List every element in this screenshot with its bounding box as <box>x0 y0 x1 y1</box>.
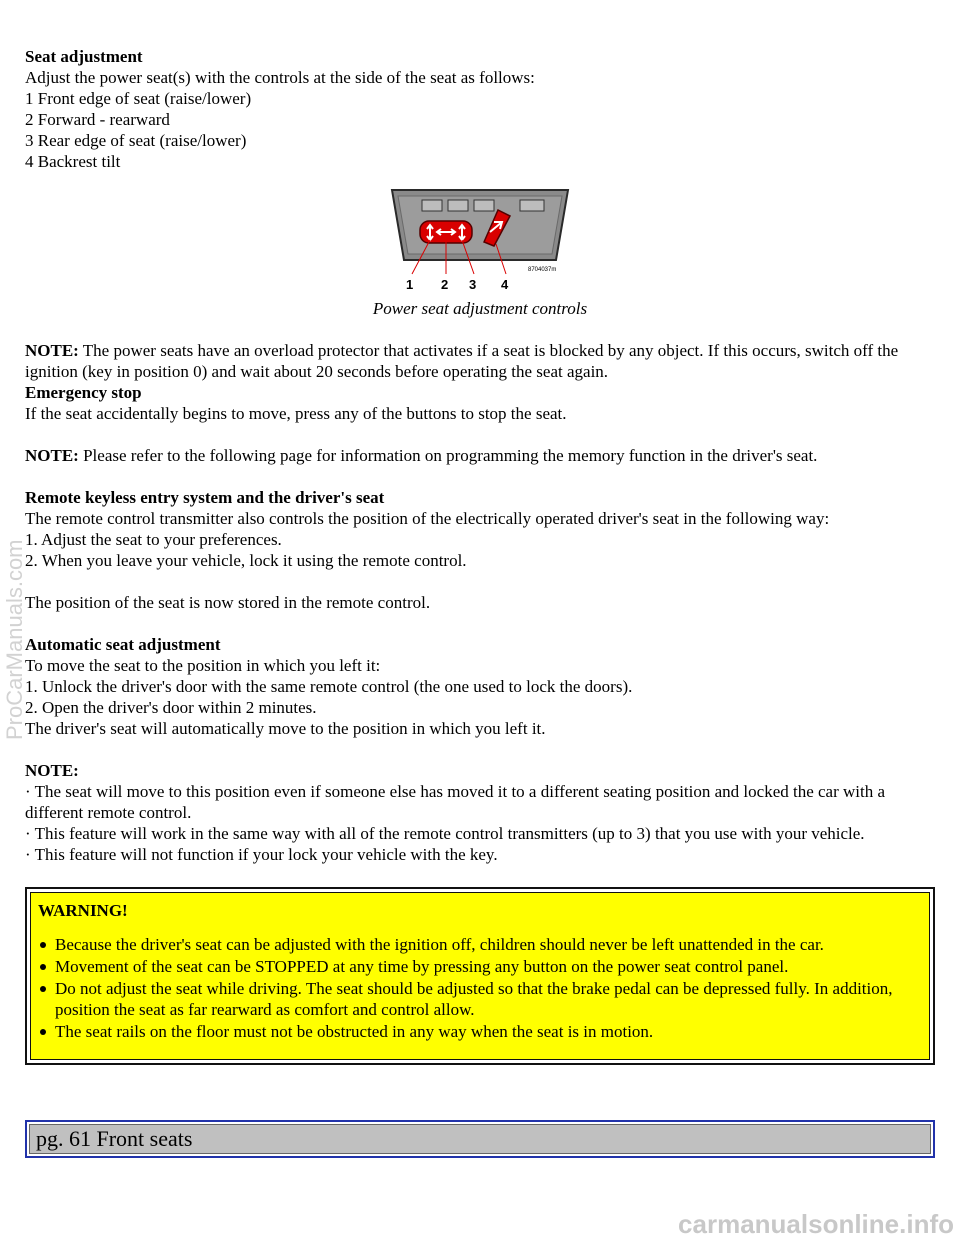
warning-item: Because the driver's seat can be adjusted with the ignition off, children should never be left unattended in the car. <box>38 934 923 955</box>
remote-step-2: 2. When you leave your vehicle, lock it using the remote control. <box>25 551 467 570</box>
note3-bullet-1: · The seat will move to this position even if someone else has moved it to a different seating position and locked the car with a different remote control. <box>25 782 886 822</box>
footer-label: pg. 61 Front seats <box>29 1124 931 1154</box>
bullet-icon <box>40 964 46 970</box>
emergency-stop-text: If the seat accidentally begins to move, press any of the buttons to stop the seat. <box>25 404 567 423</box>
remote-heading: Remote keyless entry system and the driver's seat <box>25 488 385 507</box>
note-memory-text: Please refer to the following page for information on programming the memory function in the driver's seat. <box>83 446 818 465</box>
note3-bullet-2: · This feature will work in the same way with all of the remote control transmitters (up to 3) that you use with your vehicle. <box>25 824 865 843</box>
seat-adjustment-item-3: 3 Rear edge of seat (raise/lower) <box>25 131 247 150</box>
automatic-result: The driver's seat will automatically move to the position in which you left it. <box>25 719 546 738</box>
page-footer <box>25 1120 935 1158</box>
seat-adjustment-intro: Adjust the power seat(s) with the controls at the side of the seat as follows: <box>25 68 535 87</box>
warning-panel <box>30 892 930 1060</box>
note-overload-text: The power seats have an overload protector that activates if a seat is blocked by any object. If this occurs, switch off the ignition (key in position 0) and wait about 20 seconds before operating the seat again. <box>25 341 899 381</box>
figure-code: 8704037m <box>528 267 557 273</box>
note3-bullet-3: · This feature will not function if your lock your vehicle with the key. <box>25 845 498 864</box>
remote-stored-text: The position of the seat is now stored in the remote control. <box>25 593 431 612</box>
callout-numbers <box>390 267 570 292</box>
note-memory <box>25 445 935 466</box>
automatic-heading: Automatic seat adjustment <box>25 635 221 654</box>
bullet-icon <box>40 942 46 948</box>
warning-box <box>25 887 935 1065</box>
note-label: NOTE: <box>25 341 79 360</box>
callout-2: 2 <box>441 277 449 292</box>
automatic-intro: To move the seat to the position in which you left it: <box>25 656 381 675</box>
warning-item: Do not adjust the seat while driving. The seat should be adjusted so that the brake pedal can be depressed fully. In addition, position the seat as far rearward as comfort and control allow. <box>38 978 923 1020</box>
seat-adjustment-item-1: 1 Front edge of seat (raise/lower) <box>25 89 252 108</box>
warning-item: Movement of the seat can be STOPPED at any time by pressing any button on the power seat control panel. <box>38 956 923 977</box>
emergency-stop-heading: Emergency stop <box>25 383 142 402</box>
remote-step-1: 1. Adjust the seat to your preferences. <box>25 530 282 549</box>
side-watermark: ProCarManuals.com <box>2 539 27 740</box>
seat-controls-figure <box>25 188 935 319</box>
callout-3: 3 <box>469 277 477 292</box>
warning-item: The seat rails on the floor must not be obstructed in any way when the seat is in motion. <box>38 1021 923 1042</box>
automatic-step-2: 2. Open the driver's door within 2 minutes. <box>25 698 317 717</box>
note3-label: NOTE: <box>25 761 79 780</box>
warning-title: WARNING! <box>38 901 128 920</box>
note-label: NOTE: <box>25 446 79 465</box>
bottom-watermark: carmanualsonline.info <box>678 1209 954 1239</box>
automatic-step-1: 1. Unlock the driver's door with the same remote control (the one used to lock the doors). <box>25 677 633 696</box>
note-overload <box>25 340 935 382</box>
seat-adjustment-item-2: 2 Forward - rearward <box>25 110 170 129</box>
warning-list <box>38 934 923 1042</box>
seat-adjustment-item-4: 4 Backrest tilt <box>25 152 121 171</box>
bullet-icon <box>40 986 46 992</box>
callout-4: 4 <box>501 277 509 292</box>
figure-caption: Power seat adjustment controls <box>372 299 588 318</box>
bullet-icon <box>40 1029 46 1035</box>
callout-1: 1 <box>406 277 414 292</box>
page-content <box>25 46 935 1065</box>
seat-adjustment-heading: Seat adjustment <box>25 47 143 66</box>
remote-intro: The remote control transmitter also controls the position of the electrically operated driver's seat in the following way: <box>25 509 830 528</box>
